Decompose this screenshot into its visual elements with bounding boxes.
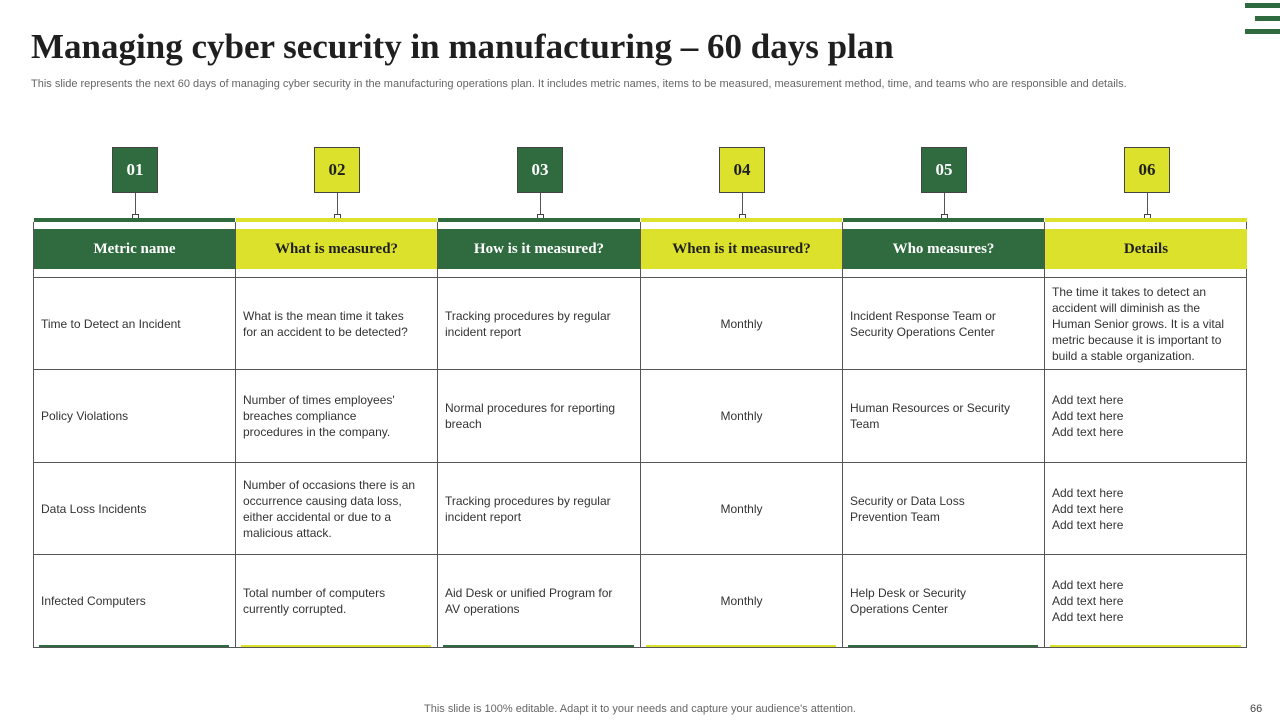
cell-text-line: breaches compliance bbox=[243, 409, 357, 423]
page-number: 66 bbox=[1250, 703, 1263, 715]
cell-text-line: Add text here bbox=[1052, 501, 1124, 516]
table-cell-details bbox=[1045, 370, 1247, 462]
table-cell-what bbox=[236, 370, 437, 462]
step-connector bbox=[135, 193, 136, 214]
cell-text: Monthly bbox=[720, 409, 763, 423]
table-cell-details bbox=[1045, 463, 1247, 554]
step-number-badge: 03 bbox=[517, 147, 563, 193]
cell-text-line: Tracking procedures by regular bbox=[445, 493, 611, 508]
cell-text-line: build a stable organization. bbox=[1052, 348, 1195, 363]
cell-text-line: The time it takes to detect an bbox=[1052, 284, 1207, 299]
table-cell-how bbox=[438, 463, 640, 554]
cell-text-line: occurrence causing data loss, bbox=[243, 493, 402, 508]
table-cell-metric bbox=[34, 555, 235, 647]
table-cell-when bbox=[641, 370, 842, 462]
step-connector bbox=[540, 193, 541, 214]
cell-text-line: metric because it is important to bbox=[1052, 332, 1222, 347]
cell-text-line: Total number of computers bbox=[243, 586, 386, 600]
table-cell-how bbox=[438, 555, 640, 647]
cell-text-line: incident report bbox=[445, 509, 522, 524]
table-cell-details bbox=[1045, 278, 1247, 369]
cell-text-line: currently corrupted. bbox=[243, 602, 347, 616]
cell-text-line: Aid Desk or unified Program for bbox=[445, 586, 613, 600]
table-cell-how bbox=[438, 370, 640, 462]
step-number-badge: 04 bbox=[719, 147, 765, 193]
cell-text-line: Human Resources or Security bbox=[850, 401, 1011, 415]
cell-text-line: breach bbox=[445, 417, 482, 431]
column-header: When is it measured? bbox=[641, 229, 842, 269]
cell-text-line: Add text here bbox=[1052, 393, 1124, 407]
cell-text-line: Add text here bbox=[1052, 409, 1124, 423]
table-cell-what bbox=[236, 278, 437, 369]
table-cell-when bbox=[641, 463, 842, 554]
cell-text-line: malicious attack. bbox=[243, 525, 332, 540]
cell-text-line: Human Senior grows. It is a vital bbox=[1052, 316, 1225, 331]
table-cell-details bbox=[1045, 555, 1247, 647]
cell-text-line: procedures in the company. bbox=[243, 425, 391, 439]
cell-text-line: Tracking procedures by regular bbox=[445, 308, 611, 323]
step-number-badge: 02 bbox=[314, 147, 360, 193]
table-cell-who bbox=[843, 370, 1044, 462]
table-cell-who bbox=[843, 463, 1044, 554]
table-cell-metric bbox=[34, 370, 235, 462]
column-header: Who measures? bbox=[843, 229, 1044, 269]
column-header: Details bbox=[1045, 229, 1247, 269]
cell-text: Monthly bbox=[720, 501, 763, 516]
cell-text: Monthly bbox=[720, 594, 763, 608]
step-connector bbox=[1147, 193, 1148, 214]
step-connector bbox=[742, 193, 743, 214]
cell-text-line: incident report bbox=[445, 324, 522, 339]
cell-text-line: Number of occasions there is an bbox=[243, 477, 416, 492]
cell-text-line: Team bbox=[850, 417, 880, 431]
step-number-badge: 01 bbox=[112, 147, 158, 193]
table-row-divider bbox=[33, 647, 1247, 648]
cell-text-line: either accidental or due to a bbox=[243, 509, 392, 524]
page-title: Managing cyber security in manufacturing – 60 days plan bbox=[31, 27, 894, 66]
cell-text-line: Security or Data Loss bbox=[850, 493, 965, 508]
cell-text: Policy Violations bbox=[41, 409, 129, 423]
column-header: What is measured? bbox=[236, 229, 437, 269]
cell-text-line: Security Operations Center bbox=[850, 324, 995, 339]
cell-text-line: Number of times employees' bbox=[243, 393, 395, 407]
cell-text-line: What is the mean time it takes bbox=[243, 308, 404, 323]
cell-text-line: Add text here bbox=[1052, 594, 1124, 608]
cell-text: Time to Detect an Incident bbox=[41, 316, 181, 331]
step-number-badge: 05 bbox=[921, 147, 967, 193]
cell-text-line: Add text here bbox=[1052, 578, 1124, 592]
footer-note: This slide is 100% editable. Adapt it to your needs and capture your audience's attention. bbox=[424, 703, 856, 715]
table-cell-who bbox=[843, 278, 1044, 369]
step-connector bbox=[944, 193, 945, 214]
table-cell-metric bbox=[34, 278, 235, 369]
table-cell-who bbox=[843, 555, 1044, 647]
column-header: How is it measured? bbox=[438, 229, 640, 269]
column-header: Metric name bbox=[34, 229, 235, 269]
table-cell-what bbox=[236, 463, 437, 554]
cell-text-line: Add text here bbox=[1052, 485, 1124, 500]
table-cell-how bbox=[438, 278, 640, 369]
menu-icon[interactable] bbox=[1245, 3, 1280, 39]
cell-text: Data Loss Incidents bbox=[41, 501, 147, 516]
cell-text-line: Normal procedures for reporting bbox=[445, 401, 616, 415]
cell-text-line: AV operations bbox=[445, 602, 520, 616]
cell-text-line: Help Desk or Security bbox=[850, 586, 967, 600]
cell-text-line: for an accident to be detected? bbox=[243, 324, 408, 339]
cell-text: Monthly bbox=[720, 316, 763, 331]
table-cell-what bbox=[236, 555, 437, 647]
table-cell-when bbox=[641, 555, 842, 647]
cell-text-line: Add text here bbox=[1052, 517, 1124, 532]
step-number-badge: 06 bbox=[1124, 147, 1170, 193]
cell-text-line: Prevention Team bbox=[850, 509, 940, 524]
cell-text-line: Operations Center bbox=[850, 602, 949, 616]
page-subtitle: This slide represents the next 60 days of managing cyber security in the manufacturing operations plan. It includes metric names, items to be measured, measurement method, time, and teams who are responsible and details. bbox=[31, 78, 1127, 90]
cell-text-line: Incident Response Team or bbox=[850, 308, 996, 323]
table-cell-when bbox=[641, 278, 842, 369]
table-cell-metric bbox=[34, 463, 235, 554]
cell-text: Infected Computers bbox=[41, 594, 146, 608]
cell-text-line: Add text here bbox=[1052, 610, 1124, 624]
step-connector bbox=[337, 193, 338, 214]
cell-text-line: accident will diminish as the bbox=[1052, 300, 1201, 315]
cell-text-line: Add text here bbox=[1052, 425, 1124, 439]
